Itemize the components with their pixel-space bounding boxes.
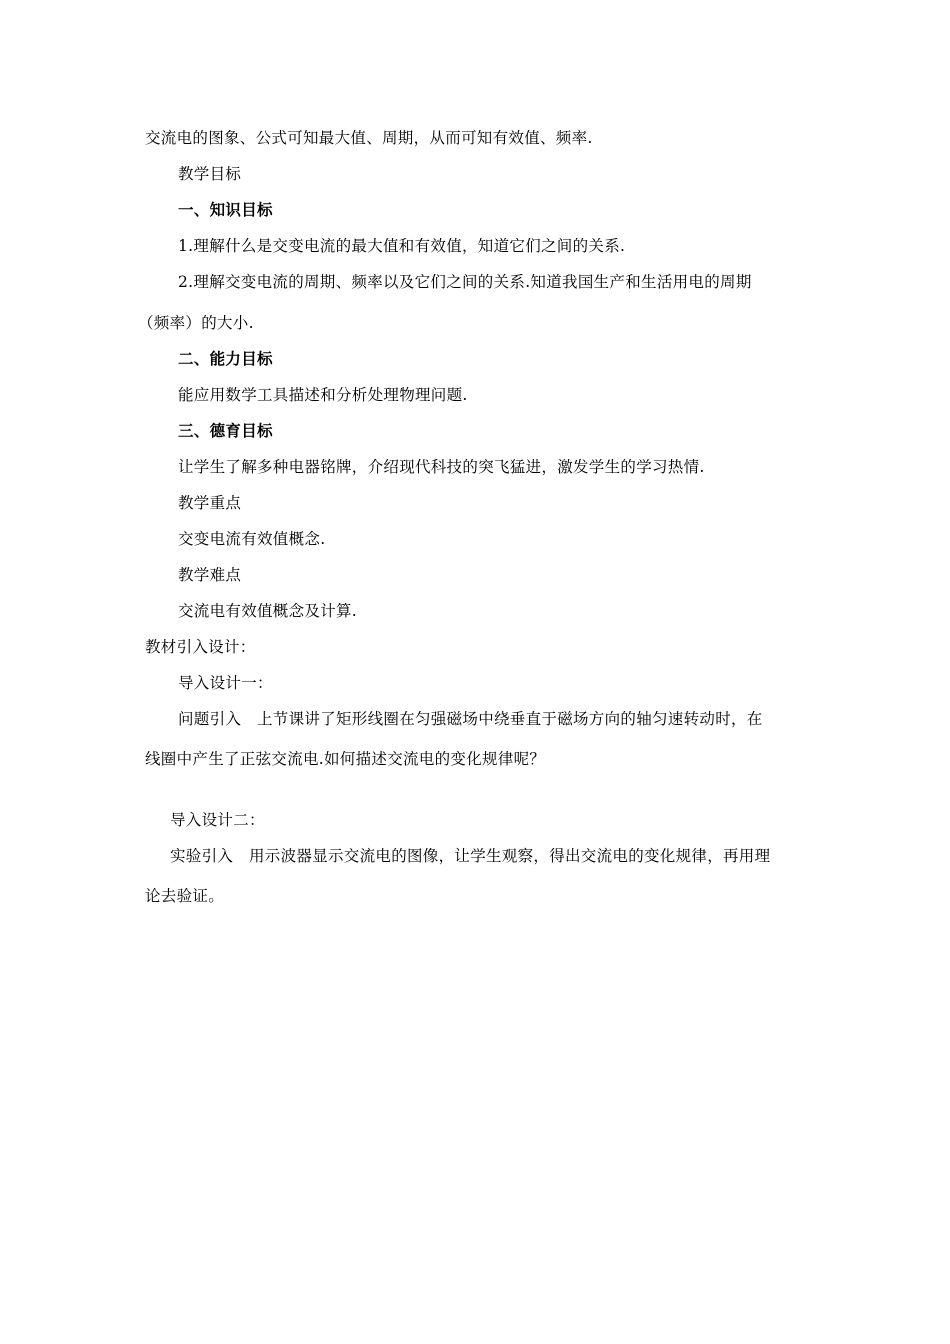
difficulty-heading: 教学难点 [178,566,242,584]
intro-design-heading: 教材引入设计： [145,638,256,656]
ability-objective-text: 能应用数学工具描述和分析处理物理问题. [178,386,468,404]
moral-objective-text: 让学生了解多种电器铭牌，介绍现代科技的突飞猛进，激发学生的学习热情. [178,458,705,476]
objectives-heading: 教学目标 [178,165,242,183]
knowledge-objective-item-2-line-1: 2.理解交变电流的周期、频率以及它们之间的关系.知道我国生产和生活用电的周期 [178,273,752,291]
key-point-heading: 教学重点 [178,494,242,512]
design-two-text-line-2: 论去验证。 [145,887,225,905]
knowledge-objective-item-2-line-2: （频率）的大小. [138,314,254,332]
difficulty-text: 交流电有效值概念及计算. [178,602,358,620]
design-one-heading: 导入设计一： [178,674,273,692]
knowledge-objective-heading: 一、知识目标 [178,201,273,219]
knowledge-objective-item-1: 1.理解什么是交变电流的最大值和有效值，知道它们之间的关系. [178,237,626,255]
design-two-text-line-1: 实验引入 用示波器显示交流电的图像，让学生观察，得出交流电的变化规律，再用理 [170,847,771,865]
design-one-text-line-1: 问题引入 上节课讲了矩形线圈在匀强磁场中绕垂直于磁场方向的轴匀速转动时，在 [178,710,763,728]
design-one-text-line-2: 线圈中产生了正弦交流电.如何描述交流电的变化规律呢？ [145,750,546,768]
moral-objective-heading: 三、德育目标 [178,422,273,440]
design-two-heading: 导入设计二： [170,811,265,829]
ability-objective-heading: 二、能力目标 [178,350,273,368]
key-point-text: 交变电流有效值概念. [178,530,326,548]
intro-continuation-text: 交流电的图象、公式可知最大值、周期，从而可知有效值、频率. [145,129,593,147]
